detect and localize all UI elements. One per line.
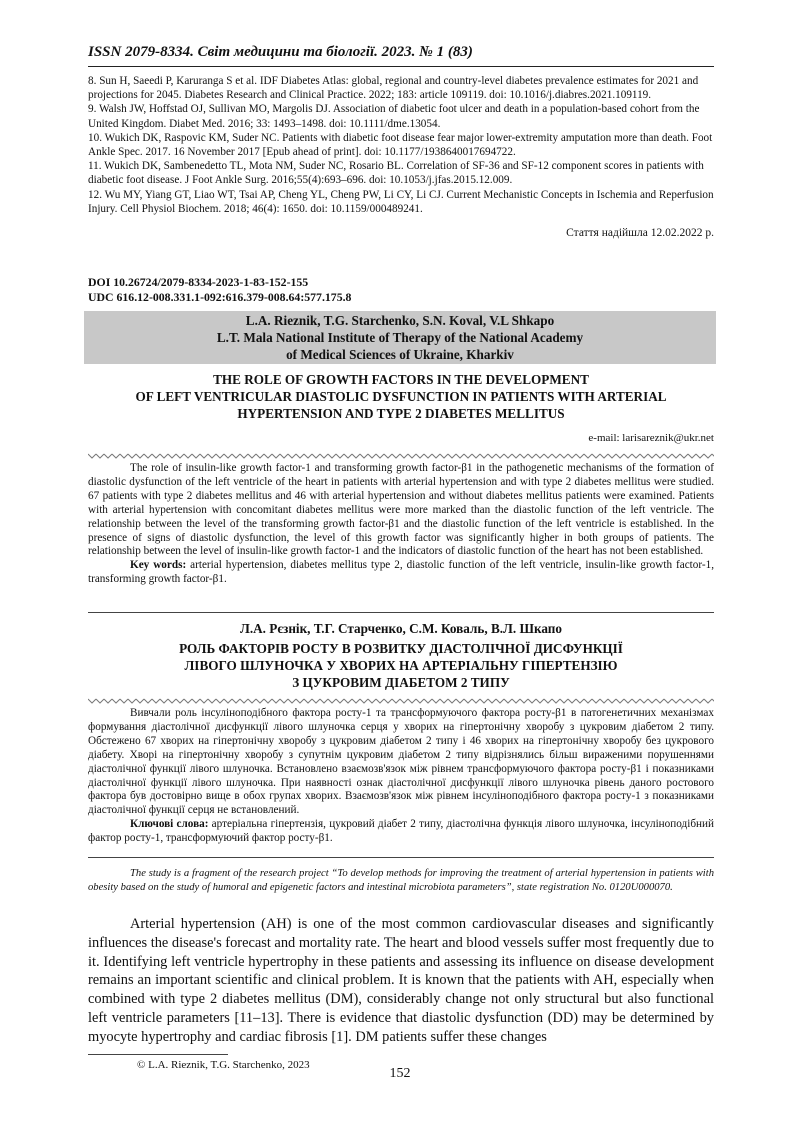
wavy-divider — [88, 697, 714, 705]
author-email: e-mail: larisareznik@ukr.net — [588, 432, 714, 444]
abstract-en — [88, 462, 714, 587]
footnote-rule — [88, 1054, 228, 1055]
reference-item: 8. Sun H, Saeedi P, Karuranga S et al. IDF Diabetes Atlas: global, regional and country-level diabetes prevalence estimates for 2021 and projections for 2045. Diabetes Research and Clinical Practice. 2022; 183: article 109119. doi: 10.1016/j.diabres.2021.109119. — [88, 75, 699, 102]
title-ua-line: ЛІВОГО ШЛУНОЧКА У ХВОРИХ НА АРТЕРІАЛЬНУ ГІПЕРТЕНЗІЮ — [184, 658, 618, 673]
keywords-en-label: Key words: — [130, 559, 187, 572]
authors-en: L.A. Rieznik, T.G. Starchenko, S.N. Koval, V.L Shkapo — [245, 313, 555, 328]
header-rule — [88, 66, 714, 67]
copyright-note: © L.A. Rieznik, T.G. Starchenko, 2023 — [137, 1059, 310, 1071]
page-number: 152 — [389, 1066, 411, 1081]
title-en-line: HYPERTENSION AND TYPE 2 DIABETES MELLITUS — [237, 406, 565, 421]
keywords-en — [88, 559, 714, 587]
section-rule — [88, 857, 714, 858]
identifiers — [88, 275, 351, 304]
abstract-en-text: The role of insulin-like growth factor-1 and transforming growth factor-β1 in the pathogenetic mechanisms of the formation of diastolic dysfunction of the left ventricle of the heart in patients with arterial hypertension and with type 2 diabetes mellitus were studied. 67 patients with type 2 diabetes mellitus and 46 with arterial hypertension and without diabetes mellitus patients were examined. Patients with arterial hypertension with concomitant diabetes mellitus were more marked than the diastolic function of the left ventricle. The relationship between the level of the transforming growth factor-β1 and the diastolic function of the left ventricle is established. In the presence of signs of diastolic dysfunction, the level of this growth factor was significantly higher in both groups of patients. The relationship between the level of insulin-like growth factor-1 and the indicators of diastolic function of the heart has not been established. — [88, 462, 714, 558]
keywords-ua-label: Ключові слова: — [130, 818, 209, 831]
abstract-ua — [88, 707, 714, 846]
article-title-ua — [88, 640, 714, 691]
authors-affiliation-box — [84, 311, 716, 364]
authors-ua: Л.А. Рєзнік, Т.Г. Старченко, С.М. Коваль, В.Л. Шкапо — [240, 621, 562, 636]
title-ua-line: З ЦУКРОВИМ ДІАБЕТОМ 2 ТИПУ — [292, 675, 510, 690]
keywords-ua — [88, 818, 714, 846]
body-paragraph: Arterial hypertension (AH) is one of the most common cardiovascular diseases and significantly influences the disease's forecast and mortality rate. The heart and blood vessels suffer most frequently due to it. Identifying left ventricle hypertrophy in these patients and assessing its influence on disease development remains an important scientific and clinical problem. It is known that the patients with AH, especially when combined with type 2 diabetes mellitus (DM), considerably change not only structural but also functional left ventricle parameters [11–13]. There is evidence that diastolic dysfunction (DD) may be determined by myocyte hypertrophy and cardiac fibrosis [1]. DM patients suffer these changes — [88, 916, 714, 1045]
reference-item: 11. Wukich DK, Sambenedetto TL, Mota NM, Suder NC, Rosario BL. Correlation of SF-36 and SF-12 component scores in patients with diabetic foot disease. J Foot Ankle Surg. 2016;55(4):693–696. doi: 10.1053/j.jfas.2015.12.009. — [88, 160, 704, 187]
reference-item: 12. Wu MY, Yiang GT, Liao WT, Tsai AP, Cheng YL, Cheng PW, Li CY, Li CJ. Current Mechanistic Concepts in Ischemia and Reperfusion Injury. Cell Physiol Biochem. 2018; 46(4): 1650. doi: 10.1159/000489241. — [88, 188, 714, 215]
abstract-ua-text: Вивчали роль інсуліноподібного фактора росту-1 та трансформуючого фактора росту-β1 в патогенетичних механізмах формування діастолічної дисфункції лівого шлуночка серця у хворих на гіпертонічну хворобу з цукровим діабетом 2 типу. Обстежено 67 хворих на гіпертонічну хворобу з цукровим діабетом 2 типу і 46 хворих на гіпертонічну хворобу без цукрового діабету. Хворі на гіпертонічну хворобу з супутнім цукровим діабетом 2 типу відрізнялись більш вираженими порушеннями діастолічної функції лівого шлуночка. Встановлено взаємозв'язок між рівнем трансформуючого фактора росту-β1 і показниками діастолічної функції лівого шлуночка. При наявності ознак діастолічної дисфункції лівого шлуночка рівень даного ростового фактора був достовірно вище в обох групах хворих. Взаємозв'язок між рівнем інсуліноподібного фактора росту-1 з показниками діастолічної функції серця не встановлений. — [88, 707, 714, 817]
institution-line-2: of Medical Sciences of Ukraine, Kharkiv — [286, 347, 514, 362]
title-ua-line: РОЛЬ ФАКТОРІВ РОСТУ В РОЗВИТКУ ДІАСТОЛІЧНОЇ ДИСФУНКЦІЇ — [179, 641, 623, 656]
wavy-divider — [88, 452, 714, 460]
article-title-en — [88, 371, 714, 422]
keywords-ua-text: артеріальна гіпертензія, цукровий діабет 2 типу, діастолічна функція лівого шлуночка, інсуліноподібний фактор росту-1, трансформуючий фактор росту-β1. — [88, 818, 714, 845]
study-note: The study is a fragment of the research project “To develop methods for improving the treatment of arterial hypertension in patients with obesity based on the study of humoral and epigenetic factors and intestinal microbiota parameters”, state registration No. 0120U000070. — [88, 868, 714, 893]
reference-item: 10. Wukich DK, Raspovic KM, Suder NC. Patients with diabetic foot disease fear major lower-extremity amputation more than death. Foot Ankle Spec. 2017. 16 November 2017 [Epub ahead of print]. doi: 10.1177/1938640017694722. — [88, 131, 713, 159]
keywords-en-text: arterial hypertension, diabetes mellitus type 2, diastolic function of the left ventricle, insulin-like growth factor-1, transforming growth factor-β1. — [88, 559, 715, 586]
title-en-line: OF LEFT VENTRICULAR DIASTOLIC DYSFUNCTION IN PATIENTS WITH ARTERIAL — [135, 389, 667, 404]
section-rule — [88, 612, 714, 613]
journal-header: ISSN 2079-8334. Світ медицини та біології. 2023. № 1 (83) — [88, 44, 473, 60]
title-en-line: THE ROLE OF GROWTH FACTORS IN THE DEVELOPMENT — [213, 372, 589, 387]
institution-line-1: L.T. Mala National Institute of Therapy of the National Academy — [216, 330, 584, 345]
udc-line: UDC 616.12-008.331.1-092:616.379-008.64:577.175.8 — [88, 289, 352, 304]
reference-list — [88, 74, 714, 216]
reference-item: 9. Walsh JW, Hoffstad OJ, Sullivan MO, Margolis DJ. Association of diabetic foot ulcer and death in a population-based cohort from the United Kingdom. Diabet Med. 2016; 33: 1493–1498. doi: 10.1111/dme.13054. — [88, 103, 700, 130]
received-date: Стаття надійшла 12.02.2022 р. — [566, 227, 714, 239]
doi-line: DOI 10.26724/2079-8334-2023-1-83-152-155 — [88, 275, 309, 289]
